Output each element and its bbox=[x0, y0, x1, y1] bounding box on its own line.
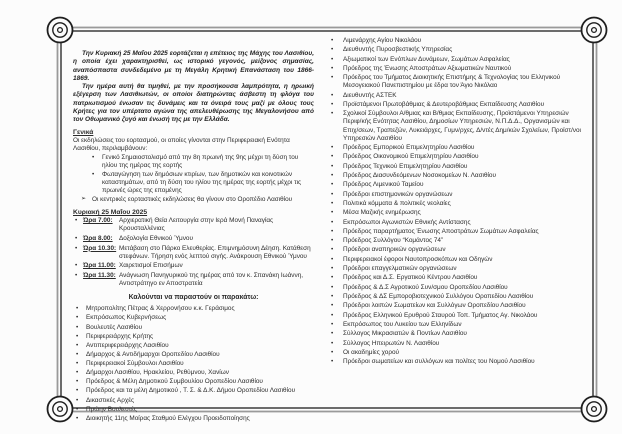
attendee-text: Πρόεδροι σωματείων και συλλόγων και πολίτες του Νομού Λασιθίου bbox=[343, 358, 535, 366]
attendee-item bbox=[73, 360, 314, 368]
attendee-text: Εκπρόσωποι Αγωνιστών Εθνικής Αντίστασης bbox=[343, 218, 471, 226]
note-text: Οι κεντρικές εορταστικές εκδηλώσεις θα γίνουν στο Οροπέδιο Λασιθίου bbox=[92, 196, 293, 204]
attendee-text: Σύλλογος Μικρασιατών & Ποντίων Λασιθίου bbox=[343, 330, 467, 338]
attendee-text: Περιφερειάρχης Κρήτης bbox=[86, 332, 154, 340]
attendee-item bbox=[328, 219, 586, 227]
attendee-item bbox=[328, 200, 586, 208]
attendee-item bbox=[328, 340, 586, 348]
bullet-icon: • bbox=[331, 101, 334, 108]
bullet-icon: • bbox=[331, 74, 334, 82]
bullet-icon: • bbox=[76, 314, 79, 322]
corner-ornament-top-left-icon bbox=[48, 18, 73, 43]
attendee-text: Πρόεδρος Εμπορικού Επιμελητηρίου Λασιθίου bbox=[343, 144, 475, 151]
attendee-text: Μητροπολίτης Πέτρας & Χερρονήσου κ.κ. Γεράσιμος bbox=[86, 305, 235, 313]
attendee-text: Πρόεδρος Διασυνδεόμενων Νοσοκομείων Ν. Λασιθίου bbox=[343, 171, 496, 179]
schedule-description: Μετάβαση στο Πάρκο Ελευθερίας. Επιμνημόσυνη Δέηση. Κατάθεση στεφάνων. Τήρηση ενός λεπτού σιγής. Ανάκρουση Εθνικού Ύμνου bbox=[119, 244, 311, 260]
attendee-text: Πρόεδρος Οικονομικού Επιμελητηρίου Λασιθίου bbox=[343, 153, 479, 161]
bullet-icon: • bbox=[331, 330, 334, 338]
bullet-icon: • bbox=[76, 414, 79, 422]
attendee-item bbox=[328, 293, 586, 301]
bullet-icon: • bbox=[76, 305, 79, 313]
general-section-heading: Γενικά bbox=[73, 129, 94, 137]
attendee-text: Αντιπεριφερειάρχης Λασιθίου bbox=[86, 341, 169, 349]
bullet-icon: • bbox=[76, 378, 79, 386]
attendee-text: Πρώην Βουλευτές bbox=[86, 405, 138, 413]
attendee-text: Δικαστικές Αρχές bbox=[86, 396, 135, 404]
bullet-icon: • bbox=[331, 144, 334, 151]
attendee-item bbox=[328, 256, 586, 264]
attendee-text: Πρόεδρος και Δ.Σ. Εργατικού Κέντρου Λασιθίου bbox=[343, 274, 478, 282]
bullet-icon: • bbox=[76, 350, 79, 358]
attendee-item bbox=[328, 74, 586, 90]
attendee-text: Πρόεδρος Ελληνικού Ερυθρού Σταυρού Τοπ. Τμήματος Αγ. Νικολάου bbox=[343, 311, 538, 319]
bullet-icon: • bbox=[75, 217, 78, 225]
attendee-item bbox=[73, 333, 314, 341]
attendee-text: Βουλευτές Λασιθίου bbox=[86, 323, 143, 331]
bullet-icon: • bbox=[75, 272, 78, 279]
attendee-text: Πρόεδροι επιστημονικών οργανώσεων bbox=[343, 190, 453, 198]
attendee-text: Πρόεδρος και τα μέλη Δημοτικού , Τ. Σ. & Δ.Κ. Δήμου Οροπεδίου Λασιθίου bbox=[86, 387, 296, 395]
attendee-item bbox=[73, 369, 314, 377]
attendee-text: Σχολικοί Σύμβουλοι Α/θμιας και Β/θμιας Εκπαίδευσης, Προϊστάμενοι Υπηρεσιών Περιφ/κής Ενότητας Λασιθίου, Δημοσίων Υπηρεσιών, Ν.Π.Δ.Δ., Οργανισμών και Επιχ/σεων, Τραπεζών, Λυκειάρχες, Γυμν/ρχες, Δ/ντές Δημ/κών Σχολείων, Προϊστ/νοι Υπηρεσιών Λασιθίου bbox=[343, 110, 581, 142]
bullet-icon: • bbox=[331, 339, 334, 347]
schedule-item bbox=[73, 217, 314, 233]
bullet-icon: • bbox=[331, 265, 334, 273]
bullet-icon: • bbox=[331, 91, 334, 99]
attendee-item bbox=[328, 101, 586, 109]
attendee-item bbox=[73, 387, 314, 395]
attendee-text: Διοικητής 11ης Μοίρας Σταθμού Ελέγχου Προειδοποίησης bbox=[86, 414, 250, 422]
schedule-time-label: Ώρα 7.00: bbox=[83, 217, 113, 225]
attendee-item bbox=[328, 265, 586, 273]
list-item bbox=[89, 171, 314, 195]
bullet-icon: • bbox=[75, 262, 78, 270]
attendee-item bbox=[328, 349, 586, 357]
attendee-item bbox=[328, 163, 586, 171]
bullet-icon: • bbox=[331, 358, 334, 366]
attendee-item bbox=[328, 302, 586, 310]
bullet-icon: • bbox=[331, 255, 334, 263]
attendee-text: Πρόεδρος & ΔΣ Εμποροβιοτεχνικού Συλλόγου Οροπεδίου Λασιθίου bbox=[343, 293, 534, 300]
attendee-item bbox=[328, 191, 586, 199]
bullet-icon: • bbox=[76, 396, 79, 404]
bullet-icon: • bbox=[76, 369, 79, 377]
schedule-item bbox=[73, 272, 314, 288]
schedule-time-label: Ώρα 11.30: bbox=[83, 272, 116, 279]
schedule-time-label: Ώρα 11.00: bbox=[83, 262, 116, 270]
attendee-item bbox=[328, 37, 586, 45]
attendee-text: Δήμαρχος & Αντιδήμαρχοι Οροπεδίου Λασιθίου bbox=[86, 350, 220, 358]
bullet-icon: • bbox=[331, 311, 334, 319]
bullet-icon: • bbox=[331, 199, 334, 207]
bullet-icon: • bbox=[331, 218, 334, 226]
bullet-icon: • bbox=[331, 237, 334, 245]
attendee-item bbox=[328, 209, 586, 217]
attendee-item bbox=[73, 406, 314, 414]
bullet-icon: • bbox=[331, 181, 334, 189]
attendee-text: Πρόεδρος Συλλόγου “Κομάντος 74” bbox=[343, 237, 444, 245]
schedule-heading: Κυριακή 25 Μαΐου 2025 bbox=[73, 209, 148, 217]
bullet-icon: • bbox=[331, 293, 334, 300]
attendee-item bbox=[73, 342, 314, 350]
attendee-item bbox=[328, 144, 586, 152]
bullet-icon: • bbox=[331, 37, 334, 44]
general-lead-text: Οι εκδηλώσεις του εορτασμού, οι οποίες γίνονται στην Περιφερειακή Ενότητα Λασιθίου, περιλαμβάνουν: bbox=[73, 137, 290, 153]
schedule-time-label: Ώρα 10.30: bbox=[83, 244, 117, 252]
bullet-icon: • bbox=[331, 302, 334, 310]
attendee-text: Πρόεδρος παραρτήματος Ένωσης Αποστράτων Σωμάτων Ασφαλείας bbox=[343, 227, 539, 235]
bullet-icon: • bbox=[76, 341, 79, 349]
attendee-text: Πρόεδρος Λιμενικού Ταμείου bbox=[343, 181, 424, 189]
left-column bbox=[73, 50, 314, 424]
attendee-item bbox=[328, 274, 586, 282]
attendee-item bbox=[328, 181, 586, 189]
attendee-text: Πρόεδροι αναπηρικών οργανώσεων bbox=[343, 246, 446, 254]
bullet-icon: • bbox=[331, 64, 334, 72]
arrow-bullet-icon: ➢ bbox=[81, 195, 87, 202]
attendee-text: Εκπρόσωπος Κυβερνήσεως bbox=[86, 314, 167, 322]
bullet-icon: • bbox=[75, 244, 78, 252]
schedule-description: Χαιρετισμοί Επισήμων bbox=[119, 262, 183, 270]
attendee-text: Σύλλογος Ηπειρωτών Ν. Λασιθίου bbox=[343, 339, 440, 347]
attendee-text: Εκπρόσωπος του Λυκείου των Ελληνίδων bbox=[343, 320, 462, 328]
attendee-item bbox=[328, 172, 586, 180]
attendee-text: Αξιωματικοί των Ενόπλων Δυνάμεων, Σωμάτων Ασφαλείας bbox=[343, 55, 510, 63]
bullet-icon: • bbox=[331, 348, 334, 356]
bullet-icon: • bbox=[331, 162, 334, 170]
attendee-text: Περιφερειακοί έφοροι Ναυτοπροσκόπων και Οδηγών bbox=[343, 255, 493, 263]
attendee-item bbox=[328, 330, 586, 338]
right-column bbox=[328, 37, 586, 368]
list-item bbox=[89, 154, 314, 170]
bullet-icon: • bbox=[331, 283, 334, 291]
corner-ornament-bottom-right-icon bbox=[582, 397, 607, 422]
schedule-description: Δοξολογία Εθνικού Ύμνου bbox=[119, 235, 193, 242]
intro-paragraph-2: Την ημέρα αυτή θα τιμηθεί, με την προσήκουσα λαμπρότητα, η ηρωική εξέγερση των Λασιθιωτών, οι οποίοι διατηρώντας άσβεστη τη φλόγα του πατριωτισμού ένωσαν τις δυνάμεις και τα όνειρά τους μαζί με όλους τους Κρήτες για τον υπέρτατο αγώνα της απελευθέρωσης της Μεγαλονήσου από τον Οθωμανικό ζυγό και ένωσή της με την Ελλάδα. bbox=[73, 83, 314, 123]
corner-ornament-bottom-left-icon bbox=[48, 397, 73, 422]
bullet-icon: • bbox=[331, 320, 334, 328]
attendee-text: Πρόεδρος & Μέλη Δημοτικού Συμβουλίου Οροπεδίου Λασιθίου bbox=[86, 378, 263, 386]
attendee-item bbox=[73, 324, 314, 332]
attendee-text: Πρόεδροι λοιπών Σωματείων και Συλλόγων Οροπεδίου Λασιθίου bbox=[343, 302, 526, 310]
attendee-text: Διευθυντής Πυροσβεστικής Υπηρεσίας bbox=[343, 46, 453, 54]
schedule-item bbox=[73, 262, 314, 270]
attendee-text: Πρόεδρος & Δ.Σ Αγροτικού Συν/σμου Οροπεδίου Λασιθίου bbox=[343, 283, 508, 291]
attendee-text: Οι ακαδημίες χορού bbox=[343, 348, 400, 356]
bullet-icon: • bbox=[76, 360, 79, 367]
bullet-icon: • bbox=[76, 387, 79, 395]
attendee-item bbox=[328, 358, 586, 366]
attendee-item bbox=[328, 312, 586, 320]
schedule-item bbox=[73, 235, 314, 243]
intro-paragraph-1: Την Κυριακή 25 Μαΐου 2025 εορτάζεται η επέτειος της Μάχης του Λασιθίου, η οποία έχει χαρακτηρισθεί, ως ιστορικό γεγονός, μείζονος σημασίας, αναπόσπαστα συνδεδεμένο με τη Μεγάλη Κρητική Επανάσταση του 1866-1869. bbox=[73, 50, 314, 82]
attendee-item bbox=[73, 351, 314, 359]
attendee-text: Πρόεδρος του Τμήματος Διοικητικής Επιστήμης & Τεχνολογίας του Ελληνικού Μεσογειακού Πανεπιστημίου με έδρα τον Άγιο Νικόλαο bbox=[343, 74, 561, 90]
bullet-icon: • bbox=[331, 153, 334, 161]
attendees-list-left bbox=[73, 305, 314, 423]
attendee-item bbox=[328, 284, 586, 292]
attendee-item bbox=[73, 397, 314, 405]
invitation-heading: Καλούνται να παραστούν οι παρακάτω: bbox=[128, 294, 259, 302]
attendee-item bbox=[328, 92, 586, 100]
bullet-icon: • bbox=[76, 405, 79, 413]
attendee-text: Πρόεδρος Τεχνικού Επιμελητηρίου Λασιθίου bbox=[343, 162, 468, 170]
bullet-icon: • bbox=[331, 190, 334, 198]
schedule-item bbox=[73, 245, 314, 261]
attendee-text: Μέσα Μαζικής ενημέρωσης bbox=[343, 209, 421, 217]
bullet-icon: • bbox=[331, 171, 334, 179]
bullet-icon: • bbox=[76, 323, 79, 331]
bullet-icon: • bbox=[331, 246, 334, 254]
attendee-text: Πρόεδροι επαγγελματικών οργανώσεων bbox=[343, 265, 457, 273]
attendee-text: Πρόεδρος της Ένωσης Αποστράτων Αξιωματικών Ναυτικού bbox=[343, 64, 512, 72]
attendee-item bbox=[73, 314, 314, 322]
attendee-item bbox=[328, 110, 586, 143]
attendee-item bbox=[328, 65, 586, 73]
attendee-text: Προϊστάμενοι Πρωτοβάθμιας & Δευτεροβάθμιας Εκπαίδευσης Λασιθίου bbox=[343, 101, 545, 108]
bullet-icon: • bbox=[331, 110, 334, 118]
bullet-icon: • bbox=[75, 235, 78, 242]
list-item-text: Φωταγώγηση των δημόσιων κτιρίων, των δημοτικών και κοινοτικών καταστημάτων, από τη δύση του ηλίου της ημέρας της εορτής μέχρι τις πρωινές ώρες της επομένης bbox=[102, 170, 302, 194]
bullet-icon: • bbox=[331, 46, 334, 54]
schedule-list bbox=[73, 217, 314, 288]
attendee-item bbox=[328, 46, 586, 54]
attendees-list-right bbox=[328, 37, 586, 366]
bullet-icon: • bbox=[92, 153, 95, 161]
attendee-item bbox=[328, 153, 586, 161]
schedule-description: Αρχιερατική Θεία Λειτουργία στην Ιερά Μονή Παναγίας Κρουσταλλένιας bbox=[119, 217, 274, 233]
bullet-icon: • bbox=[92, 170, 95, 178]
attendee-text: Πολιτικά κόμματα & πολιτικές νεολαίες bbox=[343, 199, 451, 207]
attendee-item bbox=[328, 228, 586, 236]
schedule-time-label: Ώρα 8.00: bbox=[83, 235, 113, 242]
schedule-description: Ανάγνωση Πανηγυρικού της ημέρας από τον κ. Σπανάκη Ιωάννη, Αντιστράτηγο εν Αποστρατεία bbox=[119, 272, 304, 288]
list-item-text: Γενικό Σημαιοστολισμό από την 8η πρωινή της 9ης μέχρι τη δύση του ηλίου της ημέρας της εορτής bbox=[102, 153, 299, 169]
attendee-text: Περιφερειακοί Σύμβουλοι Λασιθίου bbox=[86, 360, 184, 367]
bullet-icon: • bbox=[331, 55, 334, 63]
bullet-icon: • bbox=[331, 209, 334, 217]
attendee-item bbox=[73, 305, 314, 313]
attendee-text: Λιμενάρχης Αγίου Νικολάου bbox=[343, 37, 422, 44]
central-events-note bbox=[73, 196, 314, 204]
attendee-text: Δήμαρχοι Λασιθίου, Ηρακλείου, Ρεθύμνου, Χανίων bbox=[86, 369, 229, 377]
attendee-text: Διευθυντής ΑΣΤΕΚ bbox=[343, 91, 397, 99]
attendee-item bbox=[73, 415, 314, 423]
attendee-item bbox=[328, 237, 586, 245]
bullet-icon: • bbox=[331, 274, 334, 282]
general-bullet-list bbox=[73, 154, 314, 196]
bullet-icon: • bbox=[331, 227, 334, 235]
attendee-item bbox=[73, 378, 314, 386]
attendee-item bbox=[328, 321, 586, 329]
attendee-item bbox=[328, 56, 586, 64]
attendee-item bbox=[328, 246, 586, 254]
bullet-icon: • bbox=[76, 332, 79, 340]
